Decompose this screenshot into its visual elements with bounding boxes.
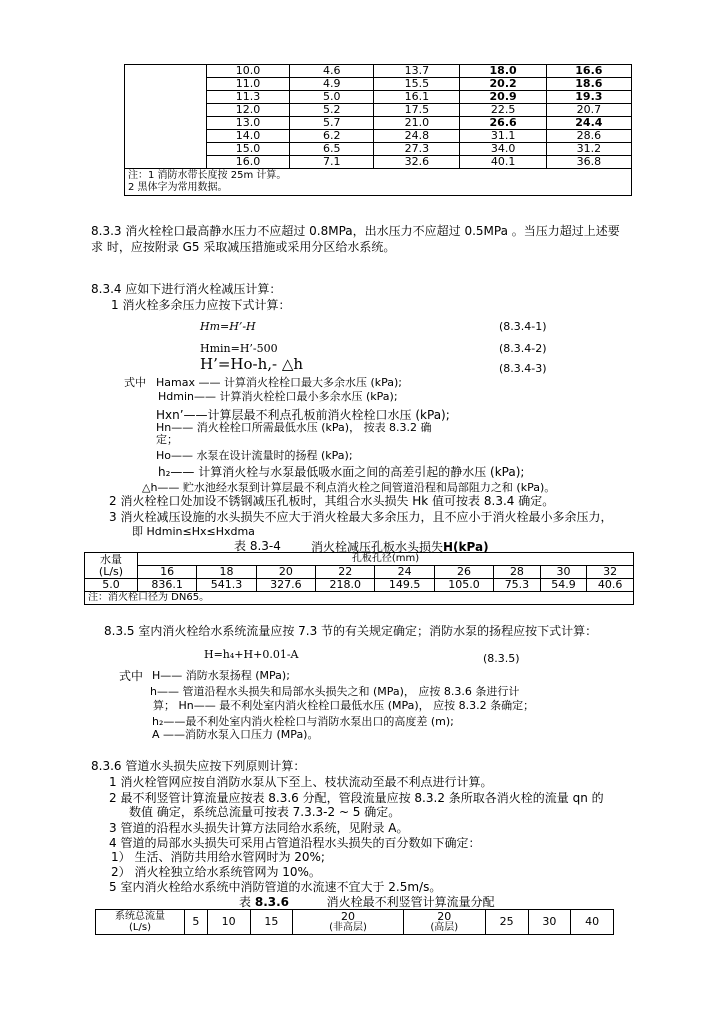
table834-value: 105.0 <box>434 579 493 592</box>
table-cell: 16.0 <box>206 156 289 169</box>
table836-cell: 10 <box>207 910 250 935</box>
top-table-notes <box>125 169 632 196</box>
table836-cell: 15 <box>250 910 293 935</box>
table-cell: 4.6 <box>290 65 374 78</box>
table-cell: 20.2 <box>460 78 546 91</box>
table836-cell: 40 <box>571 910 614 935</box>
table-cell: 17.5 <box>374 104 460 117</box>
table-cell: 28.6 <box>546 130 631 143</box>
table836-cell-value: 20 <box>437 910 452 923</box>
s833-line1: 8.3.3 消火栓栓口最高静水压力不应超过 0.8MPa，出水压力不应超过 0.5MPa 。当压力超过上述要 <box>91 224 620 238</box>
table-cell: 31.2 <box>546 143 631 156</box>
table-cell: 7.1 <box>290 156 374 169</box>
table-cell: 5.0 <box>290 91 374 104</box>
table-836 <box>95 909 614 935</box>
s836-item1: 1 消火栓管网应按自消防水泵从下至上、枝状流动至最不利点进行计算。 <box>109 775 493 789</box>
table-cell: 24.4 <box>546 117 631 130</box>
formula-835: H=h₄+H+0.01-A <box>204 648 299 661</box>
table-cell: 14.0 <box>206 130 289 143</box>
table836-caption <box>239 895 495 909</box>
table-cell: 16.6 <box>546 65 631 78</box>
table-cell: 6.2 <box>290 130 374 143</box>
s834-item1: 1 消火栓多余压力应按下式计算： <box>111 298 291 312</box>
top-table <box>124 64 632 196</box>
s836-item3: 3 管道的沿程水头损失计算方法同给水系统，见附录 A。 <box>109 821 409 835</box>
formula-8343-number: (8.3.4-3) <box>499 362 547 375</box>
table-cell: 13.7 <box>374 65 460 78</box>
table834-header-flow-label: 水量 <box>100 552 122 566</box>
s834-def1: Hamax —— 计算消火栓栓口最大多余水压 (kPa); <box>156 376 403 389</box>
s836-item5: 5 室内消火栓给水系统中消防管道的水流速不宜大于 2.5m/s。 <box>109 880 442 894</box>
table834-value: 149.5 <box>375 579 434 592</box>
table-cell: 11.0 <box>206 78 289 91</box>
table836-cell: 25 <box>485 910 528 935</box>
s835-def2a: h—— 管道沿程水头损失和局部水头损失之和 (MPa)， 应按 8.3.6 条进行计 <box>150 685 520 698</box>
s835-def2b: 算； Hn—— 最不利处室内消火栓栓口最低水压 (MPa)， 应按 8.3.2 条确定； <box>153 699 535 712</box>
formula-835-number: (8.3.5) <box>483 652 520 665</box>
table834-caption-number: 表 8.3-4 <box>234 539 281 553</box>
formula-8341: Hm=H’-H <box>200 320 256 333</box>
s834-def6: h₂—— 计算消火栓与水泵最低吸水面之间的高差引起的静水压 (kPa); <box>158 465 525 479</box>
table834-diameter: 24 <box>375 566 434 579</box>
top-table-blank-cell <box>125 65 207 169</box>
table-cell: 5.7 <box>290 117 374 130</box>
table836-cell <box>293 910 404 935</box>
s834-title: 8.3.4 应如下进行消火栓减压计算： <box>91 282 282 296</box>
table836-cell: 5 <box>185 910 208 935</box>
table834-flow: 5.0 <box>85 579 138 592</box>
s834-def4b: 定； <box>156 433 178 446</box>
table836-cell: 30 <box>528 910 571 935</box>
s835-def1: H—— 消防水泵扬程 (MPa); <box>152 669 290 682</box>
table836-caption-title: 消火栓最不利竖管计算流量分配 <box>326 895 495 909</box>
s834-where: 式中 <box>124 376 146 389</box>
table-cell: 20.7 <box>546 104 631 117</box>
table834-value: 40.6 <box>587 579 634 592</box>
table834-diameter: 20 <box>256 566 315 579</box>
table834-note: 注：消火栓口径为 DN65。 <box>85 592 634 605</box>
table836-cell <box>403 910 485 935</box>
table-cell: 11.3 <box>206 91 289 104</box>
table-cell: 24.8 <box>374 130 460 143</box>
s834-def3: Hxn’——计算层最不利点孔板前消火栓栓口水压 (kPa); <box>156 408 450 422</box>
table-cell: 21.0 <box>374 117 460 130</box>
table834-value: 54.9 <box>540 579 587 592</box>
table-cell: 10.0 <box>206 65 289 78</box>
table-cell: 15.0 <box>206 143 289 156</box>
s834-def4a: Hn—— 消火栓栓口所需最低水压 (kPa)， 按表 8.3.2 确 <box>156 421 432 434</box>
table-cell: 15.5 <box>374 78 460 91</box>
table-834 <box>84 552 634 605</box>
s834-def7: △h—— 贮水池经水泵到计算层最不利点消火栓之间管道沿程和局部阻力之和 (kPa)。 <box>142 481 556 494</box>
table-cell: 6.5 <box>290 143 374 156</box>
table-cell: 18.0 <box>460 65 546 78</box>
table-cell: 34.0 <box>460 143 546 156</box>
s836-title: 8.3.6 管道水头损失应按下列原则计算： <box>91 759 306 773</box>
table-cell: 12.0 <box>206 104 289 117</box>
table-cell: 4.9 <box>290 78 374 91</box>
top-table-note-2: 2 黑体字为常用数据。 <box>128 182 228 193</box>
s836-item2b: 数值 确定，系统总流量可按表 7.3.3-2 ~ 5 确定。 <box>129 805 401 819</box>
s836-item4-2: 2） 消火栓独立给水系统管网为 10%。 <box>111 865 321 879</box>
s836-item4: 4 管道的局部水头损失可采用占管道沿程水头损失的百分数如下确定： <box>109 836 481 850</box>
table836-cell-sub: (高层) <box>430 922 459 933</box>
table834-caption-bold: H(kPa) <box>443 540 489 554</box>
s834-item2: 2 消火栓栓口处加设不锈钢减压孔板时，其组合水头损失 Hk 值可按表 8.3.4 确定。 <box>109 494 555 508</box>
formula-8342-number: (8.3.4-2) <box>499 342 547 355</box>
table834-header-flow-unit: (L/s) <box>98 564 124 578</box>
table836-header-unit: (L/s) <box>129 922 151 933</box>
table-row <box>125 65 632 78</box>
table834-header-flow <box>85 553 138 579</box>
s834-item3b: 即 Hdmin≤Hx≤Hxdma <box>132 525 255 538</box>
table834-diameter: 22 <box>316 566 375 579</box>
table836-cell-sub: (非高层) <box>329 922 367 933</box>
table834-value: 541.3 <box>197 579 256 592</box>
table-cell: 19.3 <box>546 91 631 104</box>
table-cell: 13.0 <box>206 117 289 130</box>
s834-item3a: 3 消火栓减压设施的水头损失不应大于消火栓最大多余压力，且不应小于消火栓最小多余压力， <box>109 510 613 524</box>
table836-caption-prefix: 表 <box>239 895 252 909</box>
table834-diameter: 18 <box>197 566 256 579</box>
table-cell: 40.1 <box>460 156 546 169</box>
s835-where: 式中 <box>119 669 144 683</box>
s835-title: 8.3.5 室内消火栓给水系统流量应按 7.3 节的有关规定确定；消防水泵的扬程应按下式计算： <box>104 624 598 638</box>
table834-value: 836.1 <box>138 579 197 592</box>
table836-header <box>96 910 185 935</box>
table836-caption-number: 8.3.6 <box>254 895 290 909</box>
table-cell: 5.2 <box>290 104 374 117</box>
table834-value: 218.0 <box>316 579 375 592</box>
table836-header-label: 系统总流量 <box>115 911 165 922</box>
table-cell: 20.9 <box>460 91 546 104</box>
table-cell: 36.8 <box>546 156 631 169</box>
s836-item4-1: 1） 生活、消防共用给水管网时为 20%; <box>111 850 325 864</box>
table834-diameter: 32 <box>587 566 634 579</box>
formula-8342: Hmin=H’-500 <box>200 342 278 355</box>
table834-diameter: 26 <box>434 566 493 579</box>
table834-diameter: 28 <box>494 566 541 579</box>
table834-caption-text: 消火栓减压孔板水头损失 <box>311 540 444 554</box>
s835-def4: A ——消防水泵入口压力 (MPa)。 <box>152 728 319 741</box>
table-cell: 16.1 <box>374 91 460 104</box>
top-table-note-1: 注：1 消防水带长度按 25m 计算。 <box>128 170 287 181</box>
table-cell: 31.1 <box>460 130 546 143</box>
table-cell: 22.5 <box>460 104 546 117</box>
s836-item2a: 2 最不利竖管计算流量应按表 8.3.6 分配，管段流量应按 8.3.2 条所取各消火栓的流量 qn 的 <box>109 791 604 805</box>
s834-def5: Ho—— 水泵在设计流量时的扬程 (kPa); <box>156 449 353 462</box>
table834-value: 75.3 <box>494 579 541 592</box>
table-cell: 32.6 <box>374 156 460 169</box>
table834-value: 327.6 <box>256 579 315 592</box>
formula-8343: H’=Ho-h,- △h <box>200 355 304 373</box>
table-cell: 26.6 <box>460 117 546 130</box>
s835-def3: h₂——最不利处室内消火栓栓口与消防水泵出口的高度差 (m); <box>152 715 454 728</box>
table836-cell-value: 20 <box>340 910 355 923</box>
table-cell: 27.3 <box>374 143 460 156</box>
table834-header-orifice: 孔板孔径(mm) <box>138 553 634 566</box>
table-cell: 18.6 <box>546 78 631 91</box>
s833-line2: 求 时，应按附录 G5 采取减压措施或采用分区给水系统。 <box>91 240 396 254</box>
table834-diameter: 30 <box>540 566 587 579</box>
s834-def2: Hdmin—— 计算消火栓栓口最小多余水压 (kPa); <box>158 390 398 403</box>
table834-diameter: 16 <box>138 566 197 579</box>
formula-8341-number: (8.3.4-1) <box>499 320 547 333</box>
